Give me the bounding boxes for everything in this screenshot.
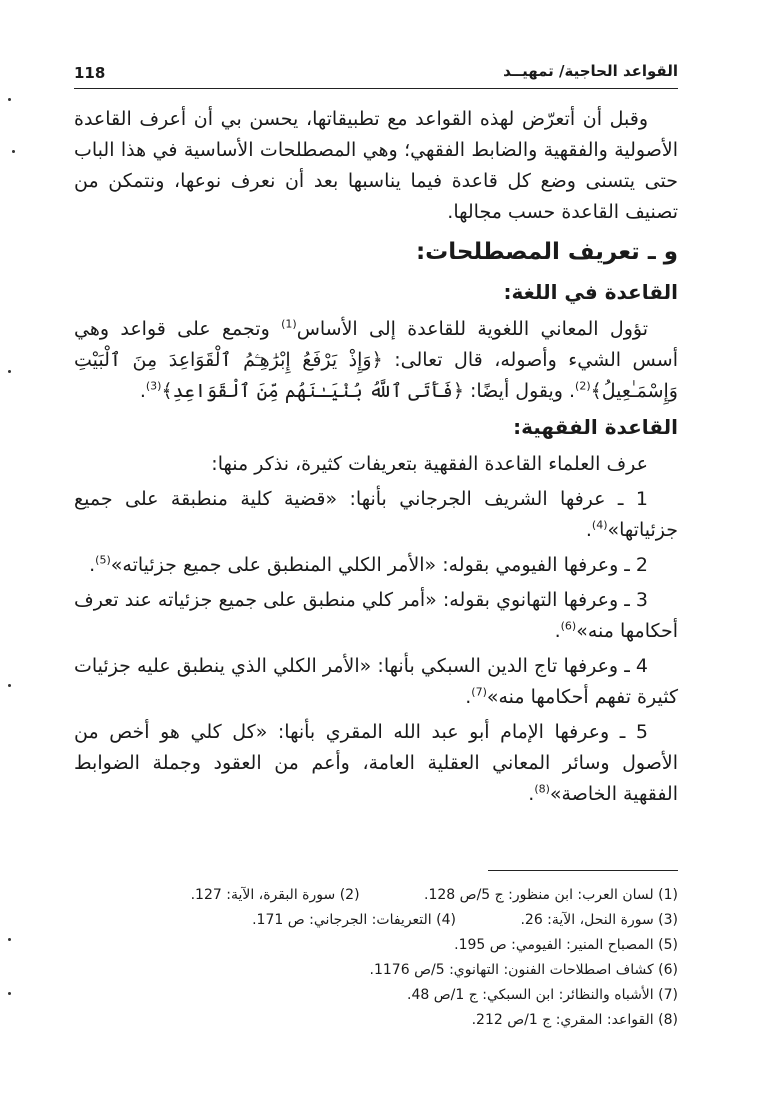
quran-verse: ﴿وَإِذْ يَرْفَعُ إِبْرَٰهِـۧمُ ٱلْقَوَاعِدَ مِنَ ٱلْبَيْتِ وَإِسْمَـٰعِيلُ﴾ bbox=[74, 349, 678, 402]
footnote-number: (4) bbox=[436, 912, 456, 928]
paragraph-text: . ويقول أيضًا: bbox=[463, 380, 576, 402]
definition-end: . bbox=[585, 519, 592, 541]
scan-speck bbox=[8, 370, 11, 373]
footnote-ref: (6) bbox=[560, 619, 577, 633]
definition-item bbox=[74, 717, 678, 810]
quran-verse: ﴿فَأَتَى ٱللَّهُ بُنْيَـٰنَهُم مِّنَ ٱلْقَوَاعِدِ﴾ bbox=[161, 380, 464, 402]
language-definition-paragraph bbox=[74, 314, 678, 407]
definition-end: . bbox=[554, 620, 561, 642]
language-definition-heading: القاعدة في اللغة: bbox=[503, 280, 678, 304]
scan-speck bbox=[8, 98, 11, 101]
footnote-number: (5) bbox=[658, 937, 678, 953]
footnote-row bbox=[74, 1008, 678, 1033]
scan-speck bbox=[8, 684, 11, 687]
definition-end: . bbox=[89, 554, 96, 576]
footnote-row bbox=[74, 983, 678, 1008]
scan-speck bbox=[8, 938, 11, 941]
footnote bbox=[370, 958, 678, 983]
footnote-ref: (8) bbox=[534, 782, 550, 796]
footnote-ref: (7) bbox=[471, 685, 487, 699]
footnote bbox=[454, 933, 678, 958]
fiqh-intro-paragraph: عرف العلماء القاعدة الفقهية بتعريفات كثيرة، نذكر منها: bbox=[211, 453, 648, 475]
footnote-text: كشاف اصطلاحات الفنون: التهانوي: 5/ص 1176. bbox=[369, 962, 654, 978]
paragraph-text: تؤول المعاني اللغوية للقاعدة إلى الأساس bbox=[296, 318, 648, 340]
footnote bbox=[424, 883, 678, 908]
fiqh-definition-heading: القاعدة الفقهية: bbox=[513, 415, 678, 439]
footnote-text: التعريفات: الجرجاني: ص 171. bbox=[252, 912, 432, 928]
page-header bbox=[74, 60, 678, 89]
page-number: 118 bbox=[74, 64, 106, 82]
intro-paragraph: وقبل أن أتعرّض لهذه القواعد مع تطبيقاتها، يحسن بي أن أعرف القاعدة الأصولية والفقهية والضابط الفقهي؛ وهي المصطلحات الأساسية في هذا الباب حتى يتسنى وضع كل قاعدة فيما يناسبها بعد أن نعرف نوعها، ونتمكن من تصنيف القاعدة حسب مجالها. bbox=[74, 108, 678, 223]
footnote-text: القواعد: المقري: ج 1/ص 212. bbox=[471, 1012, 654, 1028]
definition-item bbox=[74, 484, 678, 546]
footnote-text: سورة البقرة، الآية: 127. bbox=[190, 887, 336, 903]
footnote-row bbox=[74, 933, 678, 958]
footnotes bbox=[74, 870, 678, 1033]
footnote bbox=[252, 908, 456, 933]
scan-speck bbox=[12, 150, 15, 153]
paragraph-text: وتجمع على قواعد وهي أسس الشيء وأصوله، قال تعالى: bbox=[74, 318, 678, 371]
definition-text: 2 ـ وعرفها الفيومي بقوله: «الأمر الكلي المنطبق على جميع جزئياته» bbox=[110, 554, 648, 576]
footnote-row bbox=[74, 908, 678, 933]
footnote-divider bbox=[488, 870, 678, 871]
footnote-number: (3) bbox=[658, 912, 678, 928]
definition-item bbox=[74, 585, 678, 647]
running-title: القواعد الحاجية/ تمهيــد bbox=[503, 62, 678, 80]
paragraph-text: . bbox=[139, 380, 146, 402]
footnote-text: سورة النحل، الآية: 26. bbox=[520, 912, 654, 928]
footnote bbox=[520, 908, 678, 933]
footnote-ref: (2) bbox=[575, 379, 591, 393]
footnote-ref: (3) bbox=[145, 379, 162, 393]
footnote-text: الأشباه والنظائر: ابن السبكي: ج 1/ص 48. bbox=[407, 987, 654, 1003]
body-text bbox=[74, 104, 678, 810]
definition-item bbox=[74, 550, 678, 581]
footnote-ref: (4) bbox=[591, 518, 608, 532]
footnote-row bbox=[74, 883, 678, 908]
section-heading: و ـ تعريف المصطلحات: bbox=[415, 239, 678, 265]
footnote bbox=[472, 1008, 678, 1033]
footnote-number: (6) bbox=[658, 962, 678, 978]
footnote-text: المصباح المنير: الفيومي: ص 195. bbox=[454, 937, 654, 953]
footnote-number: (2) bbox=[339, 887, 360, 903]
definition-text: 4 ـ وعرفها تاج الدين السبكي بأنها: «الأمر الكلي الذي ينطبق عليه جزئيات كثيرة تفهم أحكامها منه» bbox=[74, 655, 678, 708]
footnote-text: لسان العرب: ابن منظور: ج 5/ص 128. bbox=[424, 887, 654, 903]
footnote-row bbox=[74, 958, 678, 983]
footnote bbox=[407, 983, 678, 1008]
definition-text: 1 ـ عرفها الشريف الجرجاني بأنها: «قضية كلية منطبقة على جميع جزئياتها» bbox=[74, 488, 678, 541]
definition-item bbox=[74, 651, 678, 713]
definition-text: 3 ـ وعرفها التهانوي بقوله: «أمر كلي منطبق على جميع جزئياته عند تعرف أحكامها منه» bbox=[74, 589, 678, 642]
footnote-ref: (5) bbox=[95, 553, 111, 567]
footnote-ref: (1) bbox=[281, 317, 297, 331]
definition-end: . bbox=[528, 783, 535, 805]
scan-speck bbox=[8, 992, 11, 995]
footnote-number: (7) bbox=[658, 987, 678, 1003]
footnote bbox=[191, 883, 360, 908]
footnote-number: (8) bbox=[658, 1012, 678, 1028]
definition-end: . bbox=[465, 686, 472, 708]
definition-text: 5 ـ وعرفها الإمام أبو عبد الله المقري بأنها: «كل كلي هو أخص من الأصول وسائر المعاني العقلية العامة، وأعم من العقود وجملة الضوابط الفقهية الخاصة» bbox=[74, 721, 678, 805]
footnote-number: (1) bbox=[658, 887, 678, 903]
